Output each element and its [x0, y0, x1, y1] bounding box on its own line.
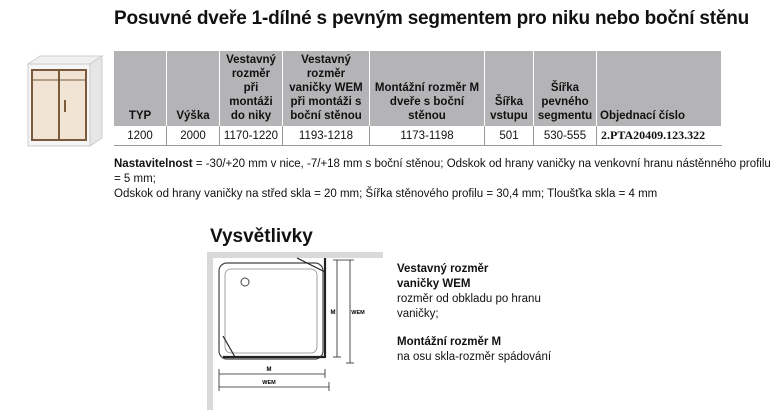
- col-entry-width: Šířka vstupu: [485, 51, 534, 126]
- col-wem: Vestavný rozměr vaničky WEM při montáži s boční stěnou: [283, 51, 370, 126]
- legend-m-desc: na osu skla-rozměr spádování: [397, 351, 552, 363]
- cell-niche-size: 1170-1220: [220, 126, 283, 146]
- cell-vyska: 2000: [167, 126, 220, 146]
- table-row: [114, 126, 722, 146]
- cell-wem: 1193-1218: [283, 126, 370, 146]
- notes-line2: Odskok od hrany vaničky na střed skla = 20 mm; Šířka stěnového profilu = 30,4 mm; Tloušťka skla = 4 mm: [114, 188, 658, 200]
- legend-title: Vysvětlivky: [210, 226, 313, 247]
- diagram-label-wem-vertical: WEM: [351, 310, 365, 316]
- legend-m-heading: Montážní rozměr M: [397, 336, 502, 348]
- cell-typ: 1200: [114, 126, 167, 146]
- col-niche-size: Vestavný rozměr při montáži do niky: [220, 51, 283, 126]
- legend-m: [397, 335, 551, 365]
- spec-table: [114, 51, 722, 146]
- cell-order-number: 2.PTA20409.123.322: [597, 126, 722, 146]
- adjustability-notes: [114, 157, 774, 202]
- diagram-label-wem-horizontal: WEM: [262, 380, 276, 386]
- diagram-label-m-horizontal: M: [266, 367, 272, 373]
- notes-line1: = -30/+20 mm v nice, -7/+18 mm s boční stěnou; Odskok od hrany vaničky na venkovní hranu nástěnného profilu = 5 mm;: [114, 158, 771, 185]
- legend-wem-desc2: vaničky;: [397, 308, 439, 320]
- page-title: Posuvné dveře 1-dílné s pevným segmentem pro niku nebo boční stěnu: [114, 8, 750, 29]
- legend-wem-heading2: vaničky WEM: [397, 278, 471, 290]
- col-order-number: Objednací číslo: [597, 51, 722, 126]
- dimension-diagram: [205, 250, 385, 412]
- legend-wem-desc1: rozměr od obkladu po hranu: [397, 293, 541, 305]
- legend-wem: [397, 262, 541, 322]
- table-header-row: [114, 51, 722, 126]
- cell-entry-width: 501: [485, 126, 534, 146]
- notes-label: Nastavitelnost: [114, 158, 193, 170]
- diagram-label-m: M: [330, 310, 336, 316]
- cell-m: 1173-1198: [370, 126, 485, 146]
- col-fixed-width: Šířka pevného segmentu: [534, 51, 597, 126]
- cell-fixed-width: 530-555: [534, 126, 597, 146]
- shower-door-illustration: [20, 54, 110, 150]
- legend-wem-heading1: Vestavný rozměr: [397, 263, 489, 275]
- col-m: Montážní rozměr M dveře s boční stěnou: [370, 51, 485, 126]
- col-typ: TYP: [114, 51, 167, 126]
- col-vyska: Výška: [167, 51, 220, 126]
